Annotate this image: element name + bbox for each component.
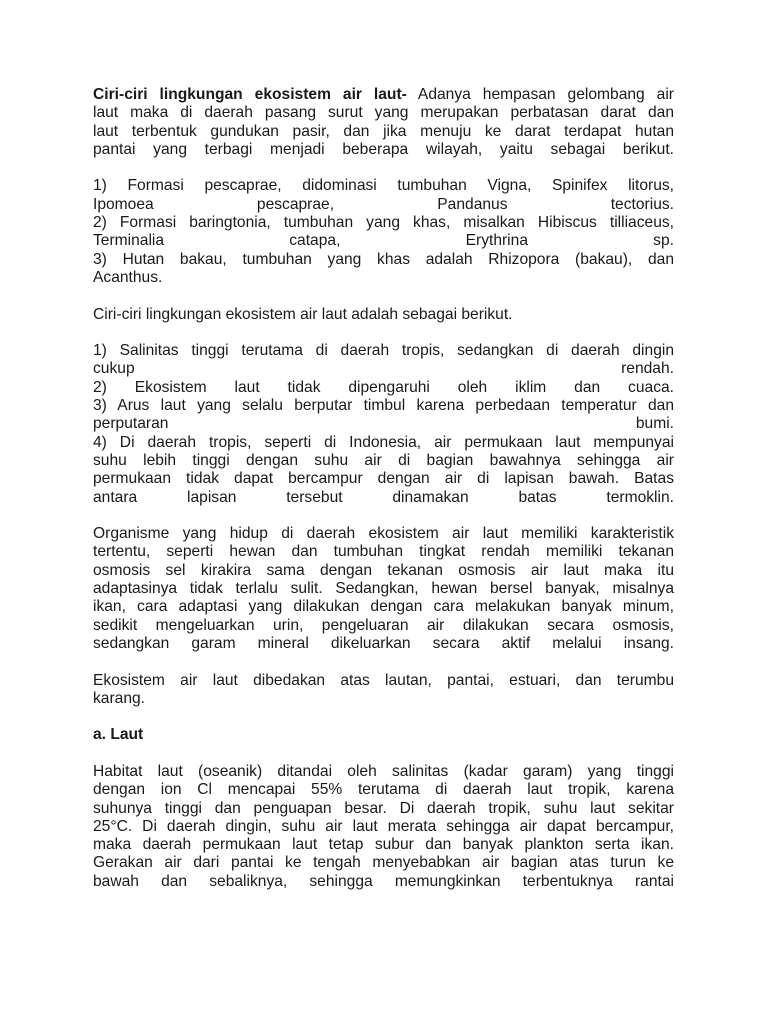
- ciri-line: 1) Salinitas tinggi terutama di daerah tropis, sedangkan di daerah dingin: [93, 342, 674, 360]
- organisme-line: osmosis sel kirakira sama dengan tekanan osmosis air laut maka itu: [93, 561, 674, 579]
- intro-heading: Ciri-ciri lingkungan ekosistem air laut-: [93, 86, 407, 103]
- formasi-line: 1) Formasi pescaprae, didominasi tumbuhan Vigna, Spinifex litorus,: [93, 177, 674, 195]
- formasi-line: Terminalia catapa, Erythrina sp.: [93, 232, 674, 250]
- laut-line: dengan ion Cl mencapai 55% terutama di daerah laut tropik, karena: [93, 781, 674, 799]
- formasi-line: Acanthus.: [93, 268, 163, 286]
- ciri-line: 3) Arus laut yang selalu berputar timbul karena perbedaan temperatur dan: [93, 397, 674, 415]
- ciri-line: cukup rendah.: [93, 360, 674, 378]
- ciri-list: [93, 342, 674, 507]
- organisme-line: sedikit mengeluarkan urin, pengeluaran air dilakukan secara osmosis,: [93, 616, 674, 634]
- laut-line: suhunya tinggi dan penguapan besar. Di daerah tropik, suhu laut sekitar: [93, 799, 674, 817]
- laut-line: 25°C. Di daerah dingin, suhu air laut merata sehingga air dapat bercampur,: [93, 817, 674, 835]
- formasi-line: 3) Hutan bakau, tumbuhan yang khas adalah Rhizopora (bakau), dan: [93, 250, 674, 268]
- ciri-line: 2) Ekosistem laut tidak dipengaruhi oleh iklim dan cuaca.: [93, 378, 674, 396]
- laut-line: Gerakan air dari pantai ke tengah menyebabkan air bagian atas turun ke: [93, 854, 674, 872]
- ciri-line: permukaan tidak dapat bercampur dengan air di lapisan bawah. Batas: [93, 470, 674, 488]
- organisme-line: sedangkan garam mineral dikeluarkan secara aktif melalui insang.: [93, 634, 674, 652]
- formasi-list: [93, 177, 674, 287]
- ciri-line: antara lapisan tersebut dinamakan batas termoklin.: [93, 488, 674, 506]
- organisme-paragraph: [93, 525, 674, 653]
- organisme-line: ikan, cara adaptasi yang dilakukan dengan cara melakukan banyak minum,: [93, 598, 674, 616]
- intro-line: pantai yang terbagi menjadi beberapa wilayah, yaitu sebagai berikut.: [93, 140, 674, 158]
- intro-paragraph: [93, 86, 674, 159]
- organisme-line: Organisme yang hidup di daerah ekosistem air laut memiliki karakteristik: [93, 525, 674, 543]
- intro-line: Adanya hempasan gelombang air: [406, 86, 674, 103]
- ciri-heading: Ciri-ciri lingkungan ekosistem air laut adalah sebagai berikut.: [93, 305, 513, 323]
- organisme-line: tertentu, seperti hewan dan tumbuhan tingkat rendah memiliki tekanan: [93, 543, 674, 561]
- ciri-line: 4) Di daerah tropis, seperti di Indonesia, air permukaan laut mempunyai: [93, 433, 674, 451]
- intro-line: laut terbentuk gundukan pasir, dan jika menuju ke darat terdapat hutan: [93, 122, 674, 140]
- laut-paragraph: [93, 763, 674, 891]
- dibedakan-line: karang.: [93, 689, 146, 707]
- organisme-line: adaptasinya tidak terlalu sulit. Sedangkan, hewan bersel banyak, misalnya: [93, 580, 674, 598]
- section-a-heading: a. Laut: [93, 726, 144, 744]
- ciri-line: perputaran bumi.: [93, 415, 674, 433]
- formasi-line: 2) Formasi baringtonia, tumbuhan yang khas, misalkan Hibiscus tilliaceus,: [93, 214, 674, 232]
- intro-line: laut maka di daerah pasang surut yang merupakan perbatasan darat dan: [93, 104, 674, 122]
- laut-line: maka daerah permukaan laut tetap subur dan banyak plankton serta ikan.: [93, 836, 674, 854]
- ciri-line: suhu lebih tinggi dengan suhu air di bagian bawahnya sehingga air: [93, 451, 674, 469]
- dibedakan-paragraph: [93, 672, 674, 709]
- dibedakan-line: Ekosistem air laut dibedakan atas lautan, pantai, estuari, dan terumbu: [93, 671, 674, 689]
- laut-line: bawah dan sebaliknya, sehingga memungkinkan terbentuknya rantai: [93, 872, 674, 890]
- laut-line: Habitat laut (oseanik) ditandai oleh salinitas (kadar garam) yang tinggi: [93, 762, 674, 780]
- formasi-line: Ipomoea pescaprae, Pandanus tectorius.: [93, 195, 674, 213]
